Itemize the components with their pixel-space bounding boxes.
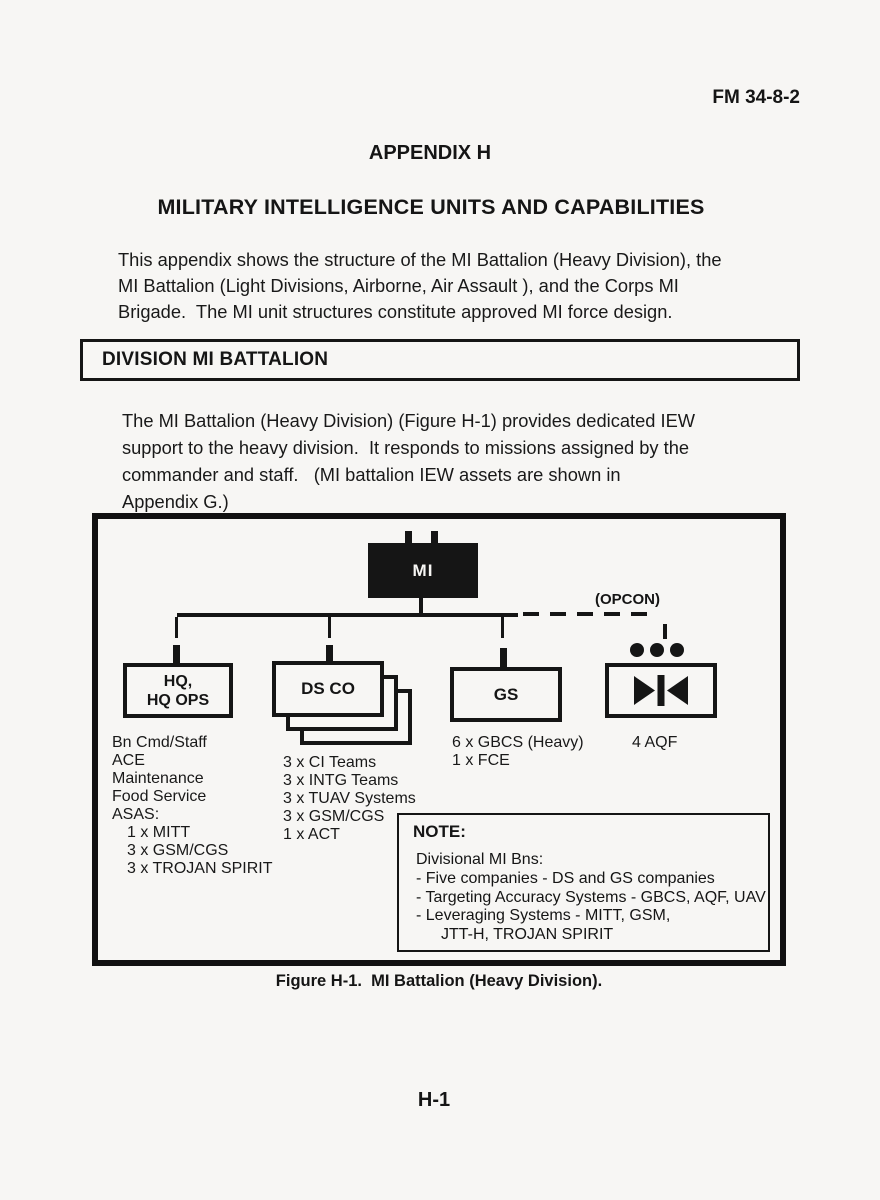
note-box — [397, 813, 770, 952]
list-item: 3 x GSM/CGS — [127, 842, 229, 859]
note-line: - Targeting Accuracy Systems - GBCS, AQF, UAV — [416, 888, 766, 906]
attachment-dot — [670, 643, 684, 657]
appendix-heading: APPENDIX H — [368, 142, 492, 164]
list-item: 3 x GSM/CGS — [283, 808, 385, 825]
section-heading: DIVISION MI BATTALION — [102, 349, 329, 370]
list-item: ACE — [112, 752, 145, 769]
list-item: 3 x CI Teams — [283, 754, 377, 771]
opcon-dashed-line — [523, 612, 657, 616]
bowtie-icon — [634, 675, 688, 706]
unit-label-gs: GS — [493, 684, 519, 704]
unit-label-hq: HQ, HQ OPS — [146, 672, 210, 709]
page-number: H-1 — [417, 1089, 451, 1111]
attachment-dot — [630, 643, 644, 657]
section-heading-box — [80, 339, 800, 381]
hq-asset-list — [112, 734, 273, 878]
list-item: 3 x INTG Teams — [283, 772, 399, 789]
unit-box-aqf — [605, 663, 717, 718]
company-echelon-tick — [500, 648, 507, 667]
list-item: 1 x ACT — [283, 826, 340, 843]
opcon-dashed-drop — [663, 624, 667, 639]
intro-paragraph — [118, 247, 722, 325]
list-item: ASAS: — [112, 806, 160, 823]
section-paragraph — [122, 407, 695, 515]
list-item: 3 x TROJAN SPIRIT — [127, 860, 273, 877]
note-line: JTT-H, TROJAN SPIRIT — [441, 926, 614, 944]
connector-drop-hq — [175, 617, 178, 638]
unit-label-mi: MI — [412, 560, 434, 580]
aqf-asset-label: 4 AQF — [632, 734, 678, 751]
section-line: Appendix G.) — [122, 491, 229, 512]
figure-frame — [92, 513, 786, 966]
opcon-label: (OPCON) — [595, 591, 660, 608]
attachment-dot — [650, 643, 664, 657]
intro-line: Brigade. The MI unit structures constitute approved MI force design. — [118, 301, 673, 322]
unit-box-gs — [450, 667, 562, 722]
connector-horizontal-line — [177, 613, 518, 617]
page-title: MILITARY INTELLIGENCE UNITS AND CAPABILITIES — [157, 195, 705, 219]
section-line: support to the heavy division. It responds to missions assigned by the — [122, 437, 690, 458]
figure-caption: Figure H-1. MI Battalion (Heavy Division). — [275, 972, 603, 990]
unit-box-hq — [123, 663, 233, 718]
unit-label-ds-co: DS CO — [301, 679, 355, 698]
list-item: Maintenance — [112, 770, 204, 787]
unit-box-ds-co — [272, 661, 384, 717]
note-line: Divisional MI Bns: — [416, 851, 544, 868]
section-line: commander and staff. (MI battalion IEW assets are shown in — [122, 464, 621, 485]
list-item: 3 x TUAV Systems — [283, 790, 416, 807]
connector-stem — [419, 598, 423, 614]
connector-drop-gs — [501, 617, 504, 638]
ds-asset-list — [283, 754, 416, 844]
company-echelon-tick — [326, 645, 333, 662]
connector-drop-ds — [328, 617, 331, 638]
company-echelon-tick — [173, 645, 180, 663]
list-item: 1 x MITT — [127, 824, 191, 841]
unit-box-mi — [368, 543, 478, 598]
note-heading: NOTE: — [413, 822, 466, 841]
list-item: Bn Cmd/Staff — [112, 734, 207, 751]
intro-line: This appendix shows the structure of the MI Battalion (Heavy Division), the — [118, 249, 722, 270]
list-item: 6 x GBCS (Heavy) — [452, 734, 584, 751]
list-item: 1 x FCE — [452, 752, 510, 769]
doc-number: FM 34-8-2 — [712, 87, 800, 108]
note-line: - Leveraging Systems - MITT, GSM, — [416, 907, 671, 925]
note-line: - Five companies - DS and GS companies — [416, 869, 715, 887]
list-item: Food Service — [112, 788, 207, 805]
section-line: The MI Battalion (Heavy Division) (Figure H-1) provides dedicated IEW — [122, 410, 696, 431]
intro-line: MI Battalion (Light Divisions, Airborne, Air Assault ), and the Corps MI — [118, 275, 679, 296]
gs-asset-list — [452, 734, 584, 770]
